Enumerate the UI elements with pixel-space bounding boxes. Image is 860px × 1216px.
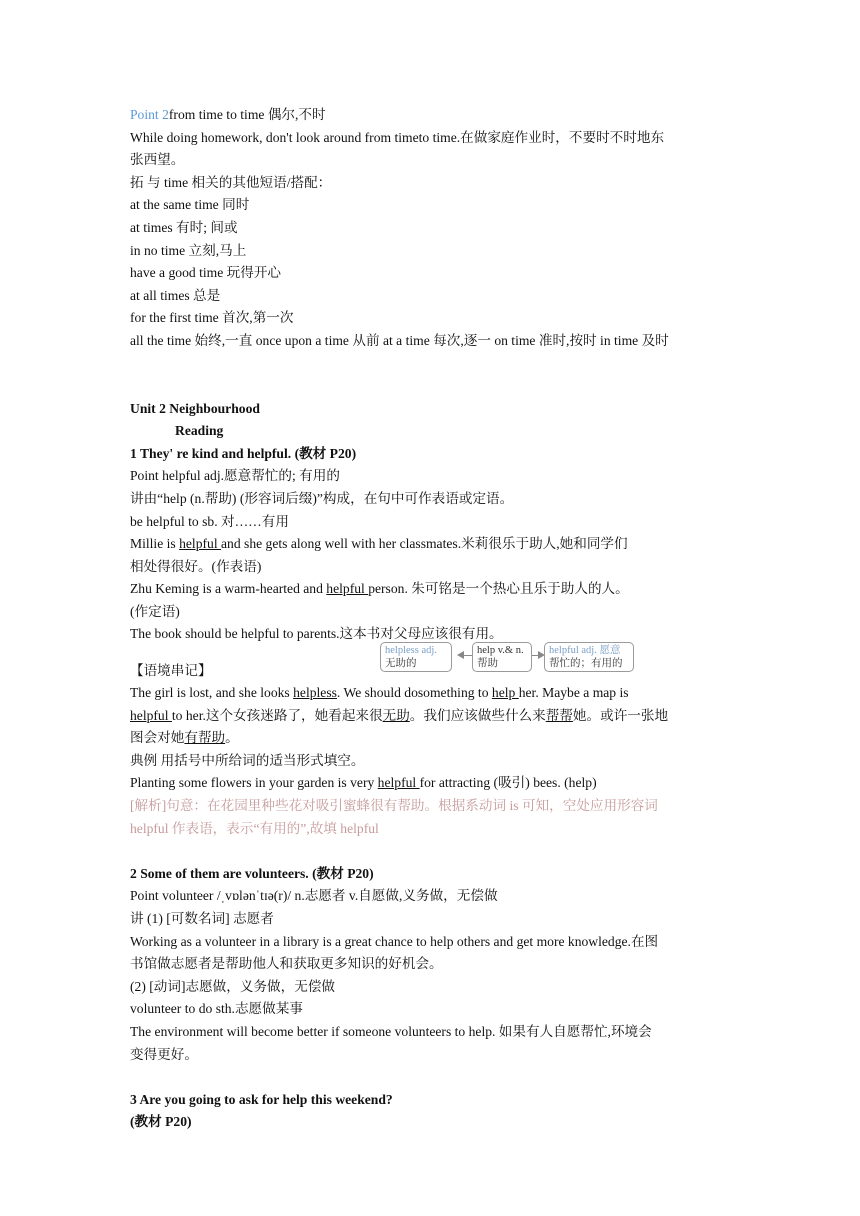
- item1-example1: [130, 533, 732, 556]
- item1-explain: 讲由“help (n.帮助) (形容词后缀)”构成，在句中可作表语或定语。: [130, 490, 514, 506]
- document-page: [130, 104, 732, 1134]
- text: and she gets along well with her classmates.米莉很乐于助人,她和同学们: [221, 536, 628, 552]
- diagram-box-help: [472, 642, 532, 672]
- analysis-text: [解析]句意：在花园里种些花对吸引蜜蜂很有帮助。根据系动词 is 可知，空处应用形容词: [130, 798, 658, 814]
- example-translation: 张西望。: [130, 152, 185, 168]
- text: Millie is: [130, 536, 180, 552]
- typical-example-label: 典例 用括号中所给词的适当形式填空。: [130, 752, 365, 768]
- phrase-item: all the time 始终,一直 once upon a time 从前 at a time 每次,逐一 on time 准时,按时 in time 及时: [130, 332, 669, 348]
- diagram-meaning: 帮助: [477, 658, 498, 670]
- text: 她。或许一张地: [572, 707, 669, 723]
- phrase-item: for the first time 首次,第一次: [130, 310, 294, 326]
- context-sentence-cont: [130, 705, 732, 728]
- underlined-text: helpful: [179, 536, 221, 552]
- text: person. 朱可铭是一个热心且乐于助人的人。: [368, 581, 629, 597]
- text: Planting some flowers in your garden is very: [130, 775, 378, 791]
- answer-blank: helpful: [377, 775, 420, 791]
- text: Zhu Keming is a warm-hearted and: [130, 581, 327, 597]
- diagram-meaning: 帮忙的；有用的: [549, 658, 623, 670]
- underlined-text: help: [491, 685, 519, 701]
- exercise-question: [130, 772, 732, 795]
- diagram-box-helpless: [380, 642, 452, 672]
- context-label: 【语境串记】: [130, 663, 212, 679]
- item2-example1: Working as a volunteer in a library is a great chance to help others and get more knowledge.在图: [130, 933, 659, 949]
- context-sentence-end: [130, 727, 732, 750]
- text: her. Maybe a map is: [518, 685, 629, 701]
- point-label: Point 2: [130, 107, 169, 122]
- item3-heading: 3 Are you going to ask for help this weekend?: [130, 1091, 393, 1107]
- item1-example3: The book should be helpful to parents.这本书对父母应该很有用。: [130, 626, 503, 642]
- item1-heading: 1 They' re kind and helpful. (教材 P20): [130, 445, 357, 461]
- phrase-item: have a good time 玩得开心: [130, 265, 282, 281]
- underlined-text: 帮帮: [545, 707, 573, 723]
- extend-heading: 拓 与 time 相关的其他短语/搭配：: [130, 174, 332, 190]
- diagram-word: helpless adj.: [385, 645, 437, 657]
- phrase-item: at times 有时; 间或: [130, 219, 238, 235]
- item2-example1-cont: 书馆做志愿者是帮助他人和获取更多知识的好机会。: [130, 956, 443, 972]
- arrow-right-icon: [532, 655, 542, 656]
- diagram-meaning: 无助的: [385, 658, 417, 670]
- item1-example1-cont: 相处得很好。(作表语): [130, 558, 262, 574]
- item2-example2: The environment will become better if someone volunteers to help. 如果有人自愿帮忙,环境会: [130, 1023, 652, 1039]
- underlined-text: 有帮助: [184, 730, 226, 746]
- point-title: from time to time 偶尔,不时: [168, 107, 326, 122]
- diagram-box-helpful: [544, 642, 634, 672]
- diagram-word: help v.& n.: [477, 645, 524, 657]
- arrow-left-icon: [460, 655, 472, 656]
- text: The girl is lost, and she looks: [130, 685, 294, 701]
- text: to her.这个女孩迷路了，她看起来很: [171, 707, 383, 723]
- item1-example2-cont: (作定语): [130, 603, 180, 619]
- underlined-text: 无助: [382, 707, 410, 723]
- item1-phrase: be helpful to sb. 对……有用: [130, 513, 289, 529]
- unit-title: Unit 2 Neighbourhood: [130, 400, 260, 416]
- item1-point: Point helpful adj.愿意帮忙的; 有用的: [130, 468, 340, 484]
- context-sentence: [130, 682, 732, 705]
- text: for attracting (吸引) bees. (help): [419, 775, 597, 791]
- example-sentence: While doing homework, don't look around from timeto time.在做家庭作业时，不要时不时地东: [130, 129, 665, 145]
- underlined-text: helpful: [326, 581, 369, 597]
- word-family-diagram: [380, 642, 640, 676]
- phrase-item: at all times 总是: [130, 287, 221, 303]
- item2-heading: 2 Some of them are volunteers. (教材 P20): [130, 865, 374, 881]
- analysis-text-cont: helpful 作表语，表示“有用的”,故填 helpful: [130, 820, 379, 836]
- text: 。: [225, 730, 239, 746]
- text: . We should dosomething to: [336, 685, 492, 701]
- item2-phrase: volunteer to do sth.志愿做某事: [130, 1001, 303, 1017]
- item2-point: Point volunteer /ˌvɒlənˈtɪə(r)/ n.志愿者 v.自愿做,义务做，无偿做: [130, 888, 498, 904]
- item3-heading-cont: (教材 P20): [130, 1114, 192, 1130]
- item2-example2-cont: 变得更好。: [130, 1046, 198, 1062]
- text: 图会对她: [130, 730, 185, 746]
- underlined-text: helpless: [293, 685, 337, 701]
- text: 。我们应该做些什么来: [409, 707, 546, 723]
- diagram-word: helpful adj. 愿意: [549, 645, 621, 657]
- underlined-text: helpful: [130, 707, 172, 723]
- phrase-item: in no time 立刻,马上: [130, 242, 247, 258]
- item2-explain2: (2) [动词]志愿做，义务做，无偿做: [130, 978, 336, 994]
- item1-example2: [130, 578, 732, 601]
- point2-title-line: [130, 104, 732, 127]
- context-row: [130, 646, 732, 682]
- item2-explain1: 讲 (1) [可数名词] 志愿者: [130, 911, 274, 926]
- section-title: Reading: [175, 423, 224, 439]
- phrase-item: at the same time 同时: [130, 197, 250, 213]
